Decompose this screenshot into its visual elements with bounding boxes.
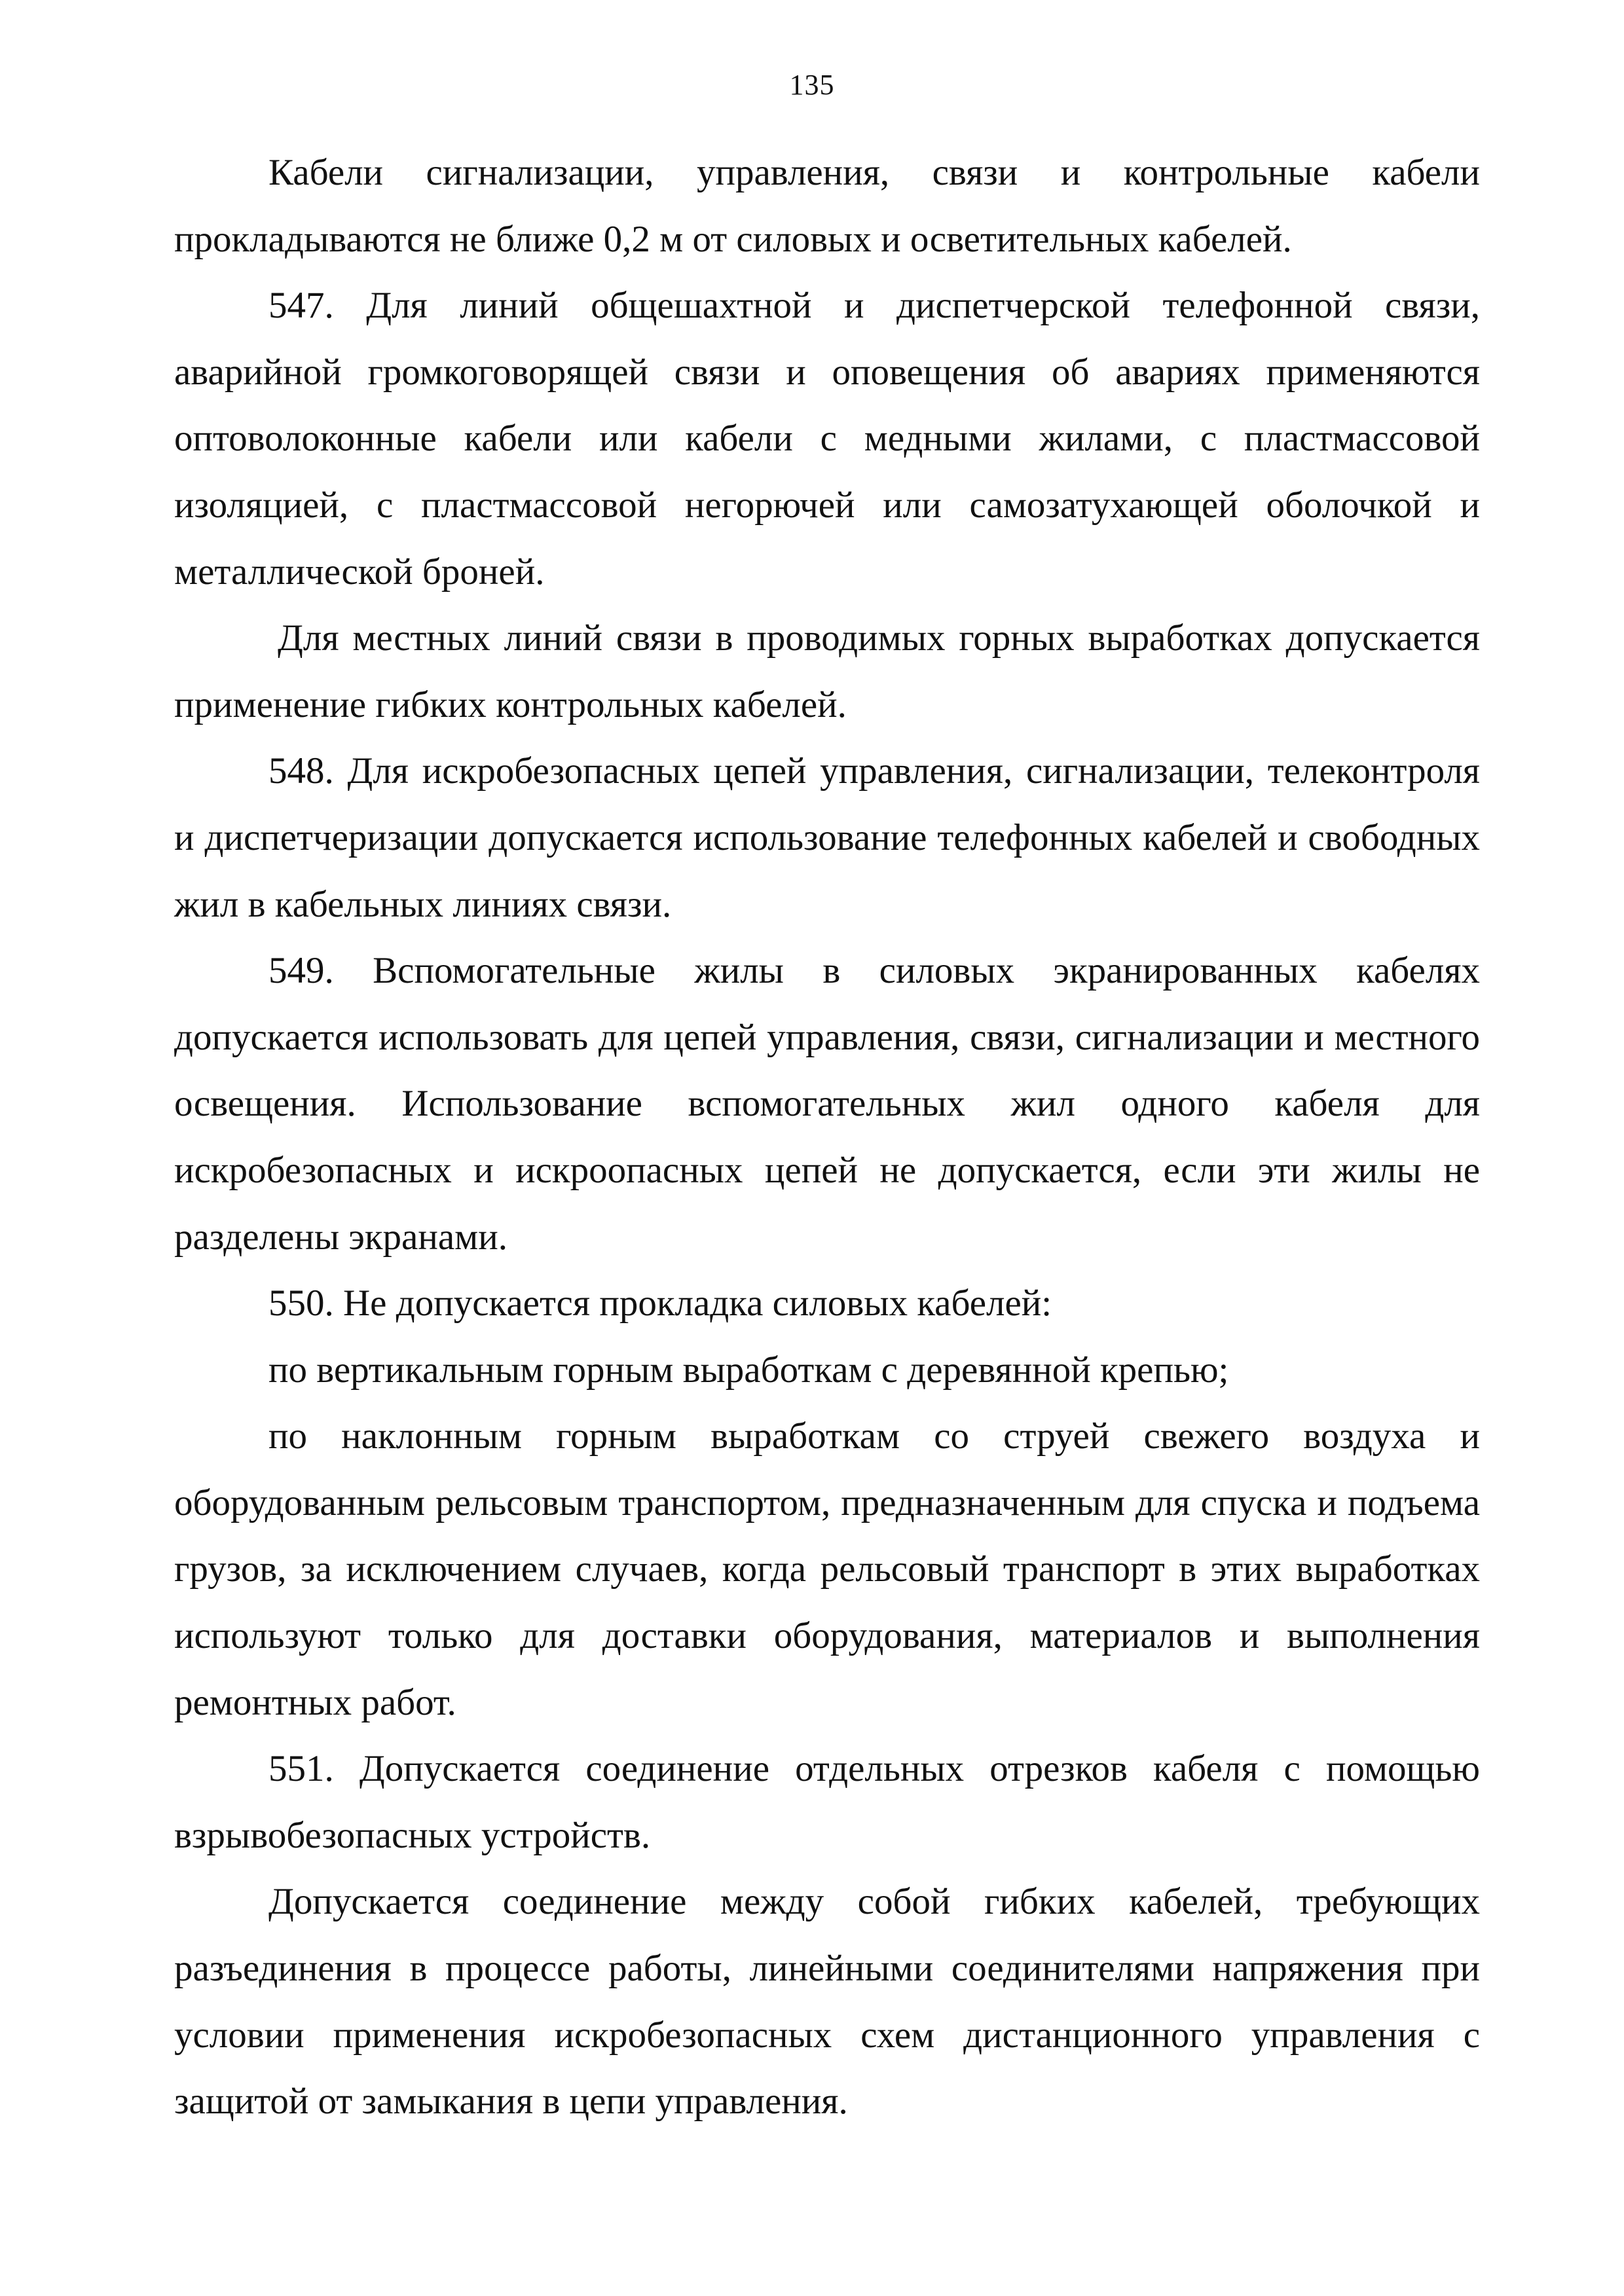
paragraph-548: 548. Для искробезопасных цепей управления, сигнализации, телеконтроля и диспетчеризации допускается использование телефонных кабелей и свободных жил в кабельных линиях связи. — [174, 750, 1480, 925]
paragraph-550-item-vertical: по вертикальным горным выработкам с деревянной крепью; — [268, 1349, 1229, 1391]
paragraph-550: 550. Не допускается прокладка силовых кабелей: — [268, 1283, 1052, 1324]
paragraph-547: 547. Для линий общешахтной и диспетчерской телефонной связи, аварийной громкоговорящей связи и оповещения об авариях применяются оптоволоконные кабели или кабели с медными жилами, с пластмассовой изоляцией, с пластмассовой негорючей или самозатухающей оболочкой и металлической броней. — [174, 285, 1480, 592]
paragraph-intro: Кабели сигнализации, управления, связи и контрольные кабели прокладываются не ближе 0,2 м от силовых и осветительных кабелей. — [174, 152, 1480, 260]
paragraph-551: 551. Допускается соединение отдельных отрезков кабеля с помощью взрывобезопасных устройств. — [174, 1748, 1480, 1856]
paragraph-547-local-lines: Для местных линий связи в проводимых горных выработках допускается применение гибких контрольных кабелей. — [174, 617, 1480, 725]
paragraph-550-item-inclined: по наклонным горным выработкам со струей свежего воздуха и оборудованным рельсовым транспортом, предназначенным для спуска и подъема грузов, за исключением случаев, когда рельсовый транспорт в этих выработках используют только для доставки оборудования, материалов и выполнения ремонтных работ. — [174, 1415, 1480, 1723]
paragraph-549: 549. Вспомогательные жилы в силовых экранированных кабелях допускается использовать для цепей управления, связи, сигнализации и местного освещения. Использование вспомогательных жил одного кабеля для искробезопасных и искроопасных цепей не допускается, если эти жилы не разделены экранами. — [174, 950, 1480, 1258]
page-number: 135 — [789, 69, 835, 101]
paragraph-551-flexible-cables: Допускается соединение между собой гибких кабелей, требующих разъединения в процессе работы, линейными соединителями напряжения при условии применения искробезопасных схем дистанционного управления с защитой от замыкания в цепи управления. — [174, 1881, 1480, 2123]
document-body — [174, 139, 1480, 2135]
